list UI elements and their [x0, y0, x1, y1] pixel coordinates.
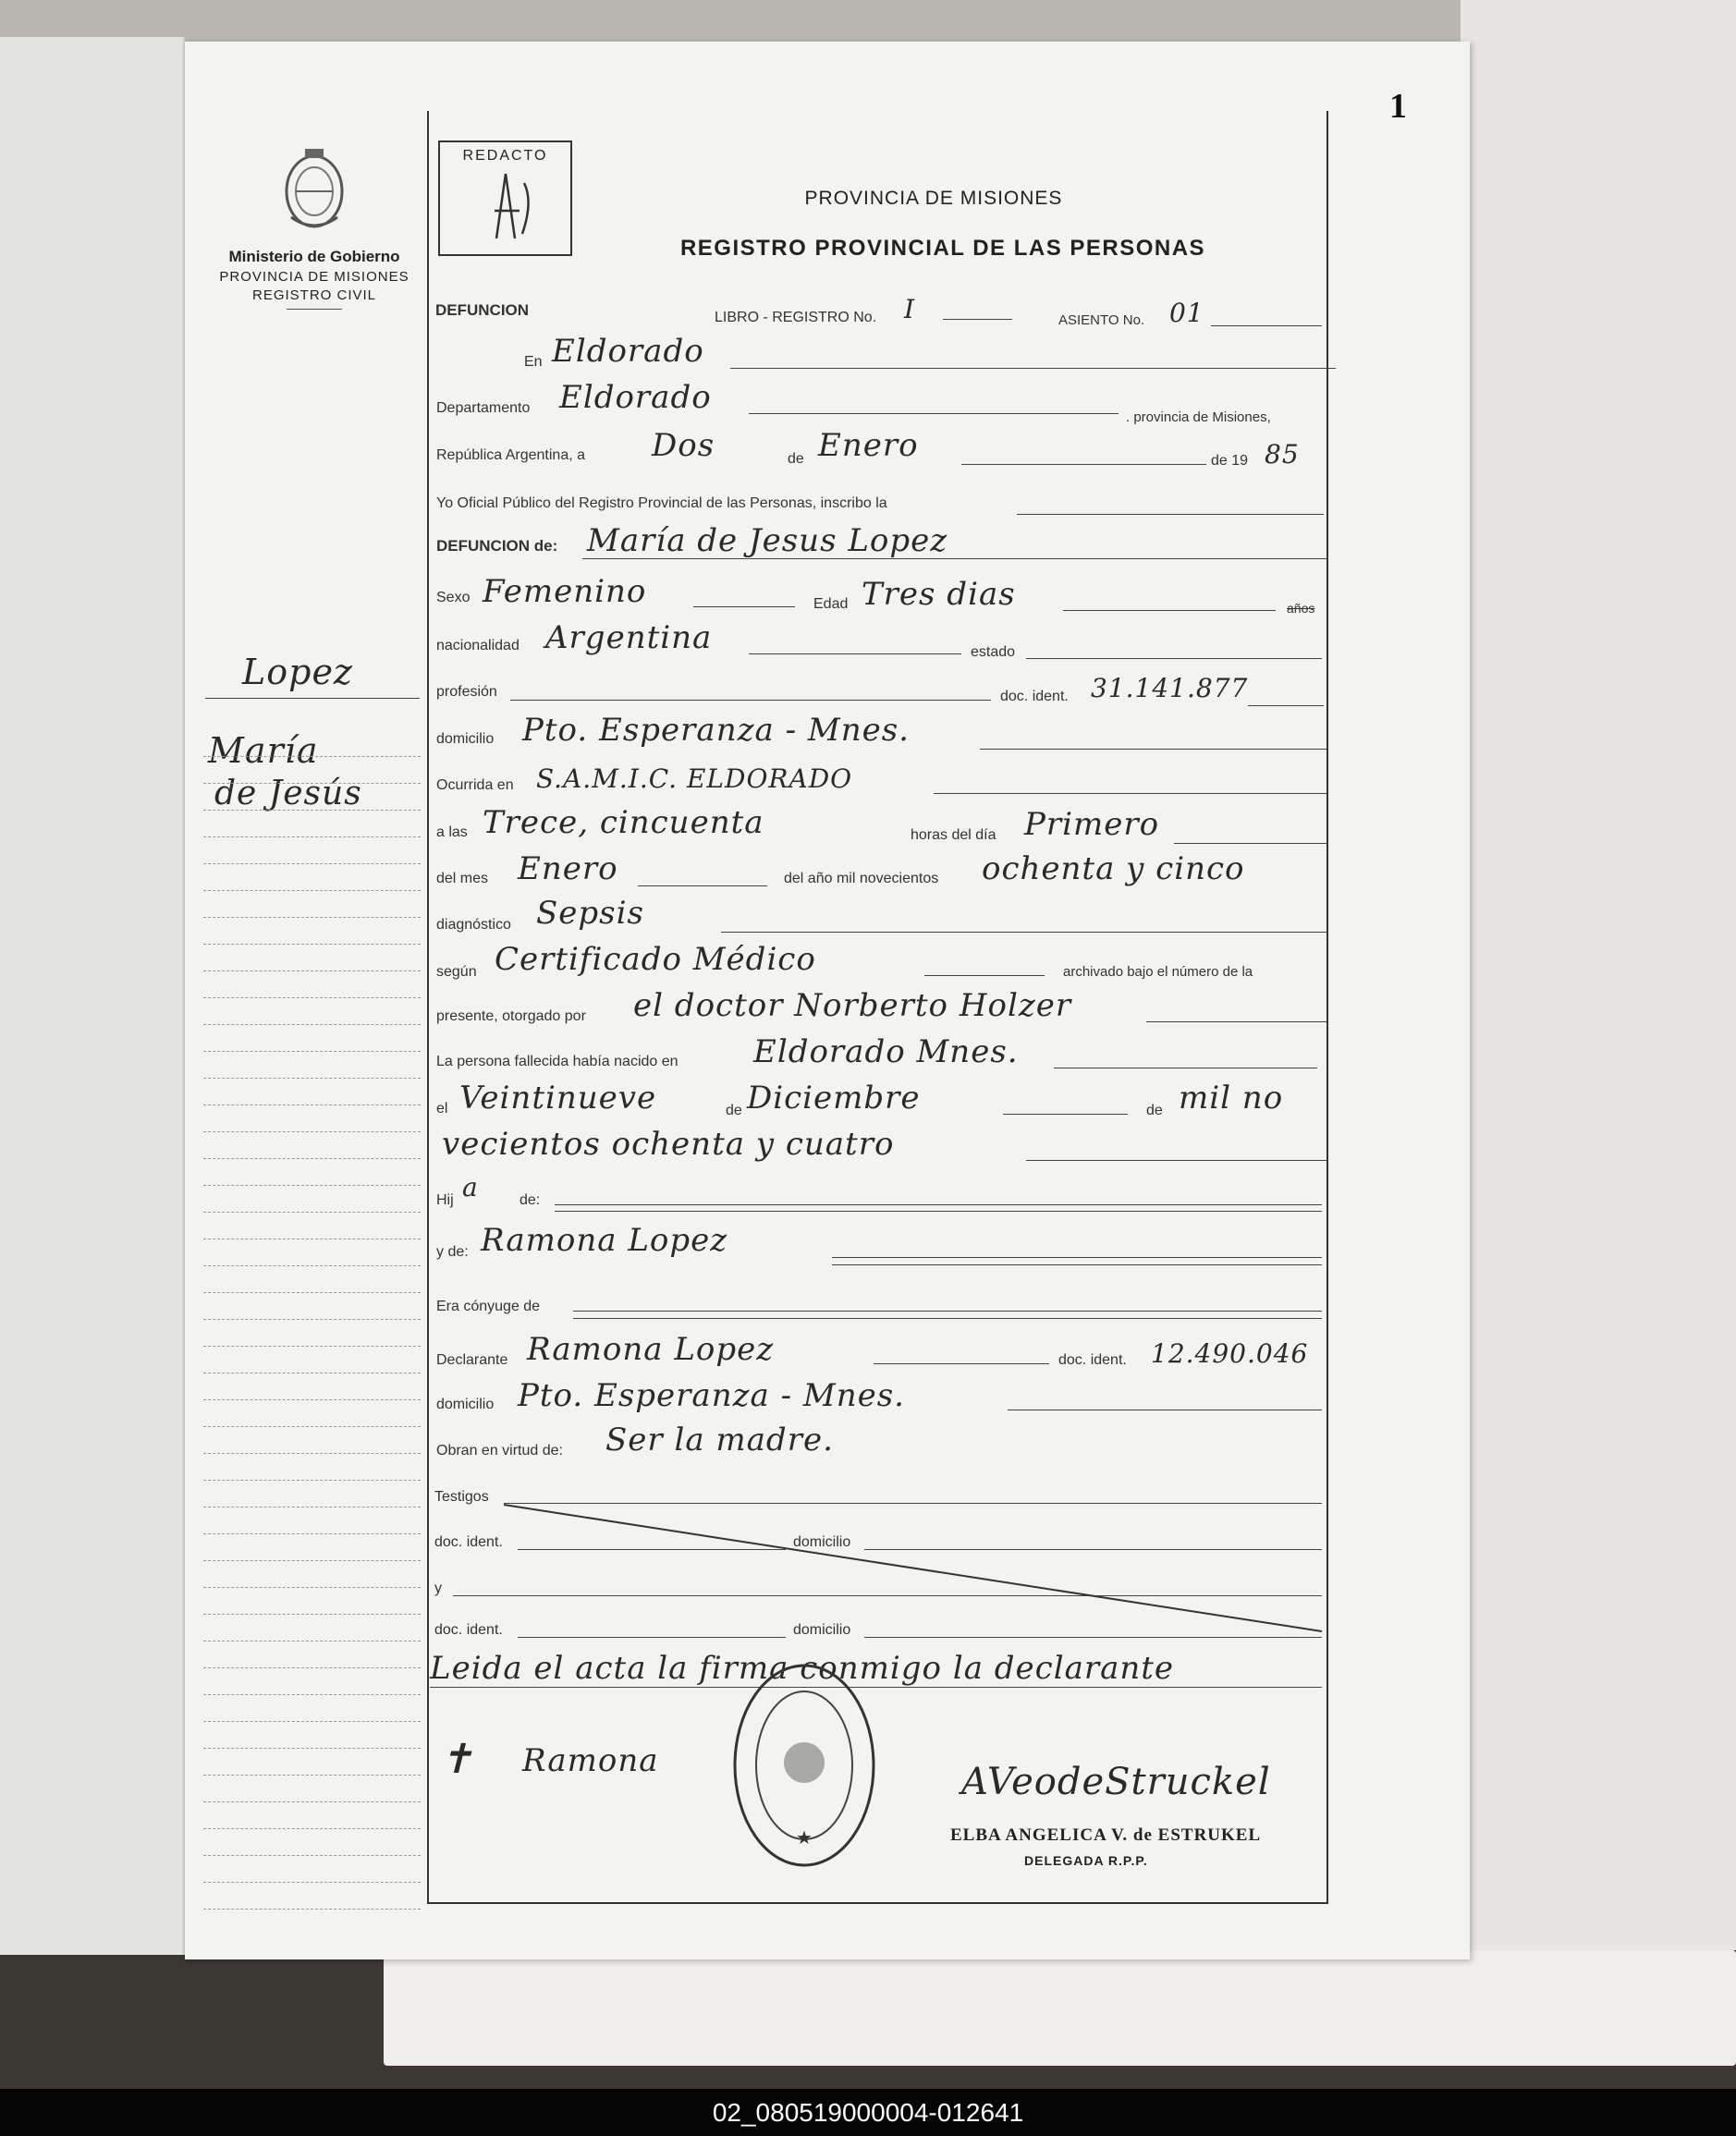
- departamento-value: Eldorado: [559, 379, 712, 416]
- madre-line-2: [832, 1264, 1322, 1265]
- margin-name-2: de Jesús: [214, 775, 362, 812]
- domicilio-value: Pto. Esperanza - Mnes.: [522, 712, 910, 749]
- sexo-value: Femenino: [483, 573, 647, 610]
- profesion-label: profesión: [436, 684, 497, 700]
- t2-domicilio-line: [864, 1637, 1322, 1638]
- conyuge-line-2: [573, 1318, 1322, 1319]
- margin-name-1: María: [208, 730, 319, 771]
- testigos-label: Testigos: [434, 1489, 489, 1505]
- mes-value: Enero: [818, 427, 919, 464]
- segun-value: Certificado Médico: [495, 941, 816, 978]
- horas-label: horas del día: [911, 827, 996, 843]
- t-doc-ident-label: doc. ident.: [434, 1534, 503, 1550]
- anos-label: años: [1287, 601, 1315, 616]
- nac-mes-line: [1003, 1114, 1128, 1115]
- edad-label: Edad: [813, 596, 849, 612]
- nombre-value: María de Jesus Lopez: [587, 522, 948, 559]
- ministry-name: Ministerio de Gobierno: [228, 248, 400, 265]
- doc-ident-label: doc. ident.: [1000, 689, 1069, 704]
- departamento-label: Departamento: [436, 400, 531, 416]
- asiento-value: 01: [1169, 298, 1204, 328]
- declarante-value: Ramona Lopez: [527, 1331, 775, 1368]
- doc-ident-value: 31.141.877: [1091, 673, 1249, 703]
- diagnostico-line: [721, 932, 1326, 933]
- en-label: En: [524, 354, 543, 370]
- firma-oficial: AVeodeStruckel: [961, 1761, 1271, 1803]
- margin-ruled-lines: [203, 730, 421, 1910]
- mes-muerte-line: [638, 885, 767, 886]
- hij-line-2: [555, 1211, 1322, 1212]
- departamento-line: [749, 413, 1119, 414]
- sexo-label: Sexo: [436, 590, 471, 605]
- libro-value: I: [904, 294, 916, 324]
- hij-label: Hij: [436, 1192, 454, 1208]
- provincia-label: . provincia de Misiones,: [1126, 409, 1271, 425]
- dia-muerte-line: [1174, 843, 1326, 844]
- nac-mes-value: Diciembre: [747, 1080, 921, 1117]
- defuncion-type-label: DEFUNCION: [435, 301, 530, 319]
- conyuge-label: Era cónyuge de: [436, 1299, 541, 1314]
- leida-value: Leida el acta la firma conmigo la declarante: [430, 1650, 1175, 1687]
- hij-de-label: de:: [520, 1192, 541, 1208]
- en-value: Eldorado: [552, 333, 704, 370]
- anio-muerte-value: ochenta y cinco: [982, 850, 1245, 887]
- province-title: PROVINCIA DE MISIONES: [804, 188, 1063, 209]
- estado-label: estado: [971, 644, 1016, 660]
- ocurrida-line: [934, 793, 1326, 794]
- de-19-label: de 19: [1211, 453, 1249, 469]
- page-number: 1: [1389, 87, 1407, 126]
- hora-value: Trece, cincuenta: [483, 804, 764, 841]
- margin-rule: [205, 698, 420, 699]
- ocurrida-value: S.A.M.I.C. ELDORADO: [536, 763, 853, 794]
- image-caption: 02_080519000004-012641: [0, 2089, 1736, 2136]
- dia-value: Dos: [652, 427, 715, 464]
- redacto-initials-icon: [469, 165, 543, 248]
- yo-oficial-line: [1017, 514, 1324, 515]
- asiento-label: ASIENTO No.: [1058, 312, 1145, 328]
- signatory-name: ELBA ANGELICA V. de ESTRUKEL: [950, 1825, 1262, 1845]
- anio-value: 85: [1265, 439, 1300, 470]
- archivado-label: archivado bajo el número de la: [1063, 964, 1253, 980]
- segun-line: [924, 975, 1045, 976]
- libro-label: LIBRO - REGISTRO No.: [715, 310, 877, 325]
- el-label: el: [436, 1101, 448, 1117]
- ministry-registry: REGISTRO CIVIL: [251, 287, 377, 303]
- hij-line: [555, 1204, 1322, 1205]
- madre-line: [832, 1257, 1322, 1258]
- registry-title: REGISTRO PROVINCIAL DE LAS PERSONAS: [679, 236, 1206, 261]
- presente-label: presente, otorgado por: [436, 1008, 586, 1024]
- segun-label: según: [436, 964, 477, 980]
- coat-of-arms-icon: [273, 143, 356, 236]
- nacionalidad-value: Argentina: [545, 619, 713, 656]
- y-de-label: y de:: [436, 1244, 469, 1260]
- doc-ident-line: [1248, 705, 1324, 706]
- declarante-line: [874, 1363, 1049, 1364]
- nacido-label: La persona fallecida había nacido en: [436, 1054, 679, 1069]
- t2-doc-ident-label: doc. ident.: [434, 1622, 503, 1638]
- left-page: [0, 37, 185, 1955]
- madre-value: Ramona Lopez: [481, 1222, 728, 1259]
- nacido-value: Eldorado Mnes.: [753, 1033, 1019, 1070]
- nacionalidad-line: [749, 653, 961, 654]
- otorgado-value: el doctor Norberto Holzer: [633, 987, 1072, 1024]
- de-label: de: [788, 451, 804, 467]
- mes-muerte-value: Enero: [518, 850, 618, 887]
- redacto-label: REDACTO: [462, 148, 548, 164]
- otorgado-line: [1146, 1021, 1326, 1022]
- sexo-line: [693, 606, 795, 607]
- ministry-province: PROVINCIA DE MISIONES: [219, 269, 410, 285]
- defuncion-de-label: DEFUNCION de:: [436, 537, 558, 555]
- domicilio-line: [980, 749, 1326, 750]
- del-anio-label: del año mil novecientos: [784, 871, 939, 886]
- yo-oficial-label: Yo Oficial Público del Registro Provincial de las Personas, inscribo la: [436, 495, 887, 511]
- witness-strike-line: [504, 1497, 1326, 1636]
- y-label: y: [434, 1581, 442, 1596]
- underlying-page: [384, 1950, 1736, 2066]
- obran-label: Obran en virtud de:: [436, 1443, 563, 1459]
- nac-dia-value: Veintinueve: [459, 1080, 657, 1117]
- nac-de-label: de: [726, 1103, 742, 1118]
- nac-anio-value-1: mil no: [1179, 1080, 1284, 1117]
- edad-line: [1063, 610, 1276, 611]
- a-las-label: a las: [436, 824, 468, 840]
- official-stamp-icon: [730, 1659, 878, 1872]
- del-mes-label: del mes: [436, 871, 489, 886]
- asiento-line: [1211, 325, 1322, 326]
- declarante-doc-label: doc. ident.: [1058, 1352, 1127, 1368]
- diagnostico-label: diagnóstico: [436, 917, 511, 933]
- declarante-doc-value: 12.490.046: [1151, 1338, 1309, 1369]
- t-domicilio-label: domicilio: [793, 1534, 851, 1550]
- firma-declarante: Ramona: [522, 1742, 659, 1779]
- nac-de2-label: de: [1146, 1103, 1163, 1118]
- profesion-line: [510, 700, 991, 701]
- ministry-header: [199, 143, 430, 310]
- nac-anio-value-2: vecientos ochenta y cuatro: [442, 1126, 895, 1163]
- nac-anio-line: [1026, 1160, 1326, 1161]
- edad-value: Tres dias: [862, 576, 1016, 613]
- en-line: [730, 368, 1336, 369]
- declarante-domicilio-label: domicilio: [436, 1397, 495, 1412]
- dia-muerte-value: Primero: [1024, 806, 1160, 843]
- nacionalidad-label: nacionalidad: [436, 638, 520, 653]
- svg-text:★: ★: [796, 1828, 813, 1849]
- diagnostico-value: Sepsis: [536, 895, 644, 932]
- obran-value: Ser la madre.: [605, 1422, 834, 1459]
- declarante-label: Declarante: [436, 1352, 508, 1368]
- estado-line: [1026, 658, 1322, 659]
- signatory-role: DELEGADA R.P.P.: [1024, 1853, 1148, 1868]
- nombre-line: [582, 558, 1326, 559]
- t2-doc-ident-line: [518, 1637, 786, 1638]
- redacto-box: [438, 140, 572, 256]
- t2-domicilio-label: domicilio: [793, 1622, 851, 1638]
- margin-surname: Lopez: [242, 652, 353, 692]
- ministry-divider: [287, 309, 342, 310]
- ocurrida-label: Ocurrida en: [436, 777, 514, 793]
- conyuge-line: [573, 1311, 1322, 1312]
- background-right: [1461, 0, 1736, 2089]
- domicilio-label: domicilio: [436, 731, 495, 747]
- cross-mark: ✝: [439, 1736, 474, 1783]
- declarante-domicilio-value: Pto. Esperanza - Mnes.: [518, 1377, 905, 1414]
- libro-line: [943, 319, 1012, 320]
- mes-line: [961, 464, 1206, 465]
- hij-value: a: [462, 1172, 479, 1202]
- republica-label: República Argentina, a: [436, 447, 585, 463]
